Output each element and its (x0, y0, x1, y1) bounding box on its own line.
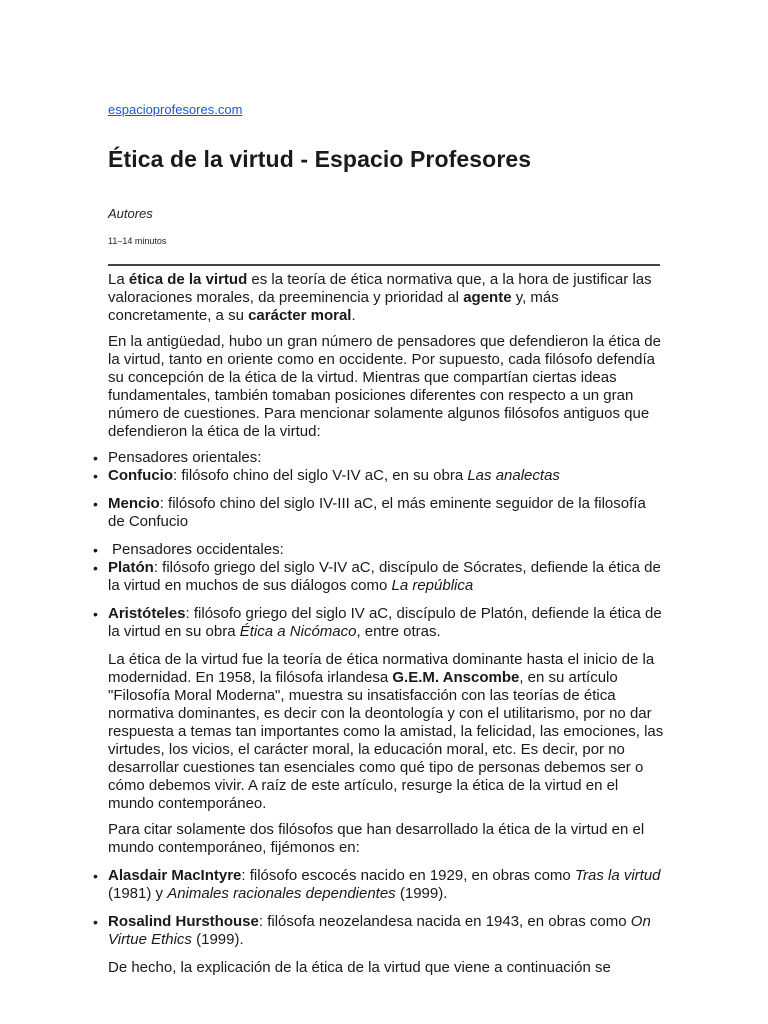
list-item-macintyre: • Alasdair MacIntyre: filósofo escocés nacido en 1929, en obras como Tras la virtud (1981) y Animales racionales dependientes (1999). (108, 867, 664, 903)
list-item-platon: • Platón: filósofo griego del siglo V-IV aC, discípulo de Sócrates, defiende la ética de la virtud en muchos de sus diálogos como La república (108, 559, 664, 595)
divider (108, 264, 660, 266)
page-title: Ética de la virtud - Espacio Profesores (108, 146, 532, 172)
eastern-thinkers-list (108, 449, 664, 531)
term-virtue-ethics: ética de la virtud (128, 271, 248, 288)
closing-paragraph: De hecho, la explicación de la ética de la virtud que viene a continuación se (108, 959, 611, 976)
list-item-western-header: • Pensadores occidentales: (108, 541, 664, 559)
list-item-aristoteles: • Aristóteles: filósofo griego del siglo IV aC, discípulo de Platón, defiende la ética de la virtud en su obra Ética a Nicómaco, entre otras. (108, 605, 664, 641)
source-link[interactable]: espacioprofesores.com (108, 102, 243, 117)
list-item-mencio: • Mencio: filósofo chino del siglo IV-III aC, el más eminente seguidor de la filosofía de Confucio (108, 495, 664, 531)
modern-thinkers-list (108, 867, 664, 949)
read-time: 11–14 minutos (108, 236, 167, 246)
list-item-eastern-header: • Pensadores orientales: (108, 449, 664, 467)
list-item-confucio: • Confucio: filósofo chino del siglo V-IV aC, en su obra Las analectas (108, 467, 664, 485)
article-body (108, 271, 664, 985)
antiquity-paragraph: En la antigüedad, hubo un gran número de pensadores que defendieron la ética de la virtud, tanto en oriente como en occidente. Por supuesto, cada filósofo defendía su concepción de la ética de la virtud. Mientras que compartían ciertas ideas fundamentales, también tomaban posiciones diferentes con respecto a un gran número de cuestiones. Para mencionar solamente algunos filósofos antiguos que defendieron la ética de la virtud: (108, 333, 661, 440)
modernity-paragraph: La ética de la virtud fue la teoría de ética normativa dominante hasta el inicio de la modernidad. En 1958, la filósofa irlandesa G.E.M. Anscombe, en su artículo "Filosofía Moral Moderna", muestra su insatisfacción con las teorías de ética normativa dominantes, es decir con la deontología y con el utilitarismo, por no dar respuesta a temas tan importantes como la amistad, la felicidad, las emociones, las virtudes, los vicios, el carácter moral, la educación moral, etc. Es decir, por no desarrollar cuestiones tan esenciales como qué tipo de personas debemos ser o cómo debemos vivir. A raíz de este artículo, resurge la ética de la virtud en el mundo contemporáneo. (108, 651, 664, 812)
list-item-hursthouse: • Rosalind Hursthouse: filósofa neozelandesa nacida en 1943, en obras como On Virtue Ethics (1999). (108, 913, 664, 949)
term-moral-character: carácter moral (248, 307, 352, 324)
term-anscombe: G.E.M. Anscombe (392, 669, 520, 686)
contemporary-paragraph: Para citar solamente dos filósofos que han desarrollado la ética de la virtud en el mundo contemporáneo, fijémonos en: (108, 821, 645, 856)
intro-paragraph: La ética de la virtud es la teoría de ética normativa que, a la hora de justificar las valoraciones morales, da preeminencia y prioridad al agente y, más concretamente, a su carácter moral. (108, 271, 652, 324)
western-thinkers-list (108, 541, 664, 641)
authors-label: Autores (108, 206, 153, 221)
term-agent: agente (463, 289, 512, 306)
